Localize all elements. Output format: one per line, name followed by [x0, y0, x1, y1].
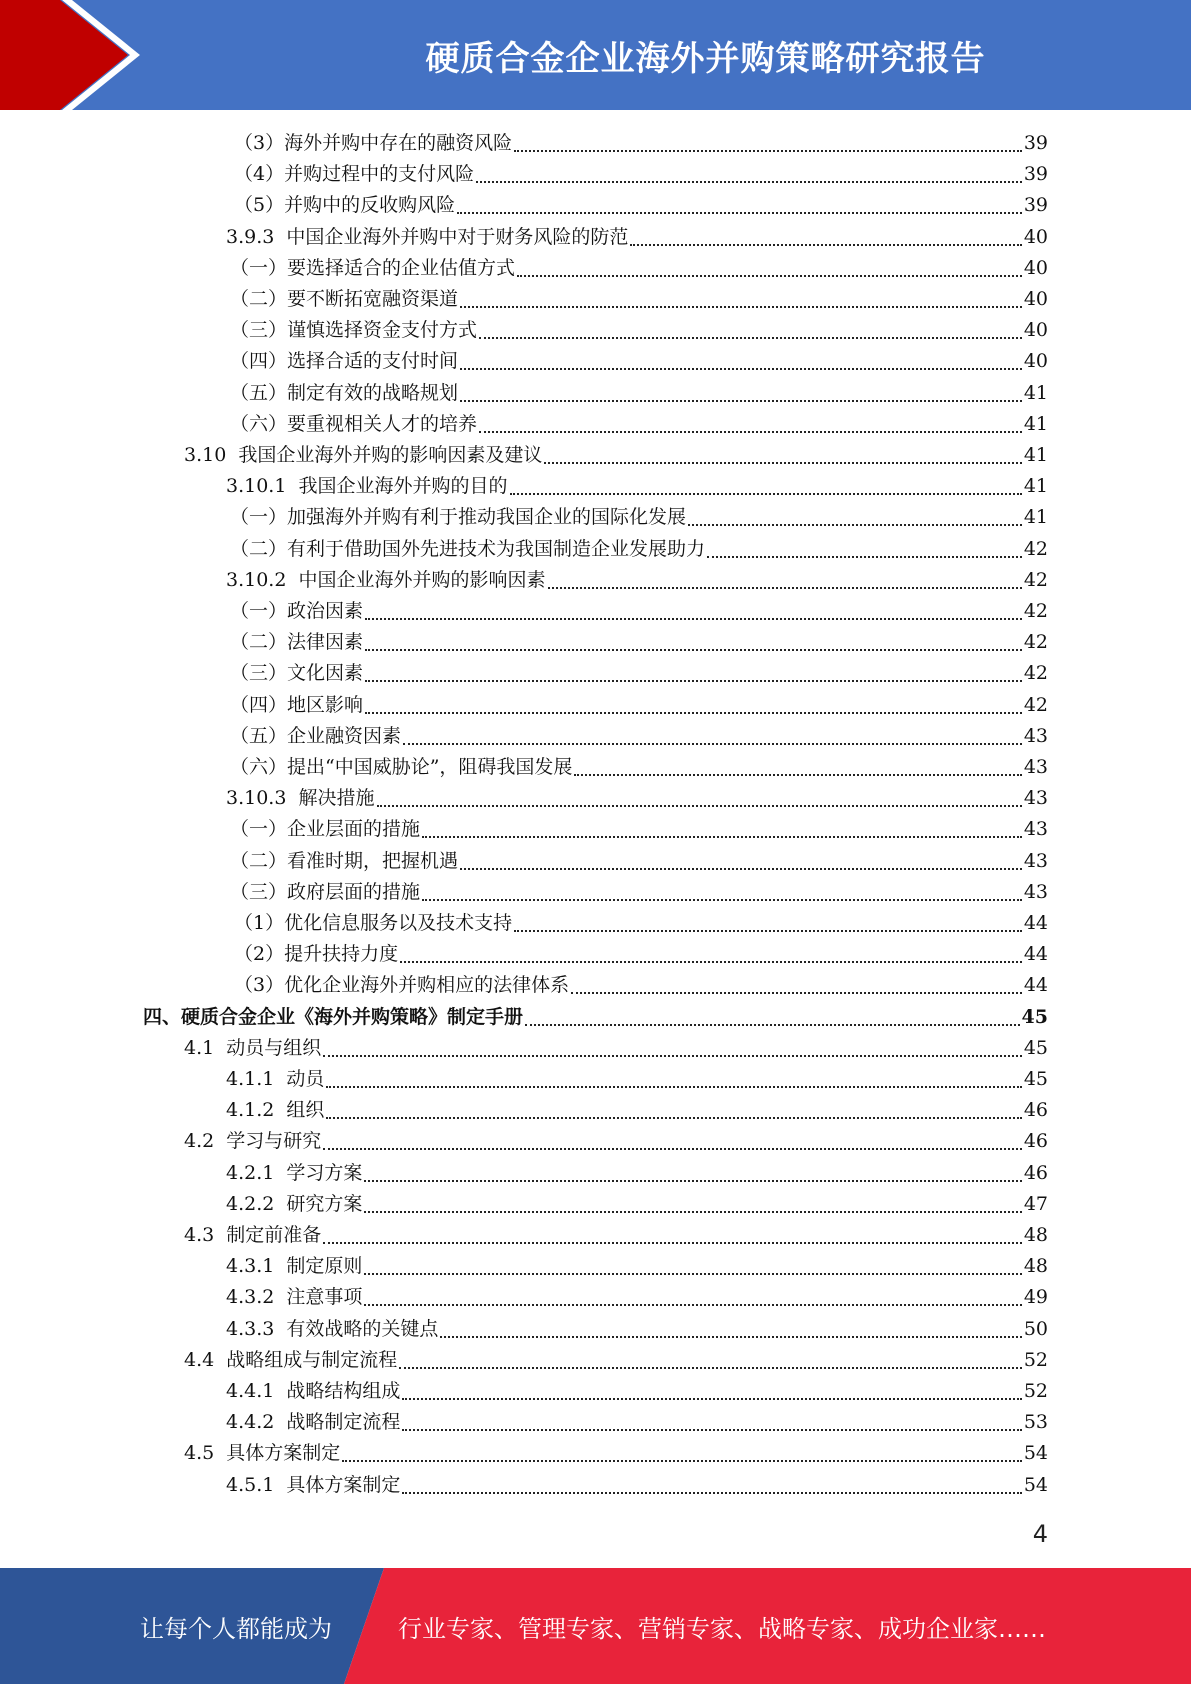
toc-entry[interactable]: [226, 1282, 1048, 1313]
toc-entry[interactable]: [234, 970, 1048, 1001]
toc-entry-page: 52: [1023, 1348, 1048, 1371]
toc-entry[interactable]: [226, 783, 1048, 814]
toc-entry[interactable]: [184, 1438, 1048, 1469]
toc-entry-page: 44: [1023, 912, 1048, 934]
toc-entry[interactable]: [230, 346, 1048, 377]
toc-entry-page: 45: [1023, 1036, 1048, 1059]
toc-entry-page: 43: [1023, 756, 1048, 778]
toc-entry-title: （二）要不断拓宽融资渠道: [230, 288, 459, 310]
toc-entry[interactable]: [230, 627, 1048, 658]
toc-entry[interactable]: [234, 190, 1048, 221]
toc-entry[interactable]: [234, 159, 1048, 190]
toc-entry-page: 43: [1023, 724, 1048, 747]
toc-entry-title: 4.4.1 战略结构组成: [226, 1380, 401, 1402]
toc-dot-leader: [364, 1272, 1021, 1275]
toc-dot-leader: [365, 648, 1022, 651]
toc-entry-title: （六）要重视相关人才的培养: [230, 412, 478, 435]
toc-entry[interactable]: [226, 1064, 1048, 1095]
toc-entry[interactable]: [226, 1470, 1048, 1501]
toc-entry[interactable]: [230, 658, 1048, 689]
toc-dot-leader: [364, 1210, 1021, 1213]
toc-entry-title: 4.2 学习与研究: [184, 1130, 322, 1153]
toc-entry-page: 40: [1023, 350, 1048, 373]
toc-entry-title: （二）看准时期，把握机遇: [230, 849, 459, 872]
toc-entry[interactable]: [230, 502, 1048, 533]
footer-banner: [0, 1568, 1191, 1684]
toc-dot-leader: [342, 1459, 1022, 1462]
toc-entry[interactable]: [226, 1376, 1048, 1407]
page-number: 4: [1032, 1520, 1048, 1548]
toc-entry[interactable]: [226, 222, 1048, 253]
toc-entry-title: （2）提升扶持力度: [234, 943, 399, 966]
toc-dot-leader: [571, 991, 1022, 994]
toc-dot-leader: [517, 274, 1022, 277]
toc-dot-leader: [479, 336, 1022, 339]
toc-entry[interactable]: [230, 752, 1048, 783]
header-arrow-decoration: [0, 0, 160, 110]
toc-entry-page: 50: [1023, 1317, 1048, 1340]
toc-dot-leader: [365, 711, 1022, 714]
toc-entry[interactable]: [230, 846, 1048, 877]
toc-entry-title: （4）并购过程中的支付风险: [234, 163, 475, 186]
toc-entry[interactable]: [230, 534, 1048, 565]
toc-entry-title: （六）提出“中国威胁论”，阻碍我国发展: [230, 756, 573, 778]
toc-entry[interactable]: [230, 690, 1048, 721]
header-banner: [0, 0, 1191, 110]
toc-entry-page: 45: [1021, 1005, 1048, 1028]
toc-dot-leader: [514, 149, 1022, 152]
toc-entry-page: 40: [1023, 256, 1048, 279]
toc-entry-title: （五）制定有效的战略规划: [230, 381, 459, 404]
toc-entry[interactable]: [230, 315, 1048, 346]
toc-entry[interactable]: [234, 908, 1048, 939]
toc-dot-leader: [544, 461, 1021, 464]
toc-dot-leader: [377, 804, 1022, 807]
toc-entry-title: 4.1.2 组织: [226, 1099, 325, 1122]
toc-entry[interactable]: [226, 1407, 1048, 1438]
toc-entry[interactable]: [230, 284, 1048, 315]
toc-entry[interactable]: [226, 1189, 1048, 1220]
toc-dot-leader: [323, 1147, 1022, 1150]
toc-entry-page: 41: [1023, 506, 1048, 529]
toc-entry[interactable]: [184, 1033, 1048, 1064]
toc-entry-title: 3.10 我国企业海外并购的影响因素及建议: [184, 444, 543, 466]
toc-entry-title: 4.3.2 注意事项: [226, 1286, 363, 1309]
toc-dot-leader: [326, 1116, 1021, 1119]
toc-dot-leader: [364, 1179, 1021, 1182]
toc-entry[interactable]: [226, 1251, 1048, 1282]
toc-entry-page: 54: [1023, 1473, 1048, 1496]
toc-entry[interactable]: [230, 409, 1048, 440]
toc-entry[interactable]: [230, 378, 1048, 409]
toc-dot-leader: [422, 835, 1022, 838]
toc-entry-page: 41: [1023, 412, 1048, 435]
toc-entry-title: （三）政府层面的措施: [230, 880, 421, 903]
toc-dot-leader: [365, 679, 1022, 682]
toc-entry[interactable]: [143, 1002, 1048, 1033]
document-title: 硬质合金企业海外并购策略研究报告: [425, 38, 986, 79]
toc-entry-title: （一）企业层面的措施: [230, 818, 421, 841]
toc-dot-leader: [460, 399, 1022, 402]
toc-entry-title: 4.3 制定前准备: [184, 1224, 322, 1246]
toc-entry[interactable]: [184, 1220, 1048, 1251]
toc-entry[interactable]: [226, 1158, 1048, 1189]
toc-entry-title: 4.4 战略组成与制定流程: [184, 1348, 398, 1371]
toc-entry[interactable]: [226, 1095, 1048, 1126]
toc-entry[interactable]: [226, 1314, 1048, 1345]
toc-entry-page: 41: [1023, 381, 1048, 404]
toc-dot-leader: [402, 1428, 1021, 1431]
toc-entry[interactable]: [226, 471, 1048, 502]
toc-dot-leader: [574, 773, 1021, 776]
toc-entry[interactable]: [184, 1345, 1048, 1376]
toc-dot-leader: [476, 180, 1022, 183]
toc-entry-title: （四）地区影响: [230, 693, 364, 716]
toc-entry-page: 46: [1023, 1099, 1048, 1122]
toc-entry-page: 44: [1023, 974, 1048, 997]
toc-dot-leader: [323, 1054, 1022, 1057]
toc-entry-title: 四、硬质合金企业《海外并购策略》制定手册: [143, 1005, 524, 1028]
toc-entry-title: 3.10.3 解决措施: [226, 787, 375, 810]
toc-entry-page: 41: [1023, 475, 1048, 498]
toc-entry[interactable]: [234, 939, 1048, 970]
toc-entry-title: （五）企业融资因素: [230, 724, 402, 747]
toc-entry[interactable]: [230, 814, 1048, 845]
toc-entry-title: 3.10.1 我国企业海外并购的目的: [226, 475, 508, 498]
toc-entry-page: 44: [1023, 943, 1048, 966]
toc-entry-page: 53: [1023, 1411, 1048, 1434]
toc-dot-leader: [364, 1303, 1021, 1306]
toc-entry-title: （5）并购中的反收购风险: [234, 194, 456, 217]
toc-entry[interactable]: [230, 721, 1048, 752]
toc-dot-leader: [630, 243, 1021, 246]
toc-entry-page: 40: [1023, 225, 1048, 248]
toc-entry-title: 4.5.1 具体方案制定: [226, 1473, 401, 1496]
toc-entry[interactable]: [234, 128, 1048, 159]
toc-dot-leader: [457, 211, 1022, 214]
toc-entry-title: 4.2.1 学习方案: [226, 1161, 363, 1184]
toc-dot-leader: [440, 1335, 1021, 1338]
toc-dot-leader: [422, 898, 1022, 901]
toc-entry-title: （二）有利于借助国外先进技术为我国制造企业发展助力: [230, 537, 706, 560]
toc-entry-title: （二）法律因素: [230, 631, 364, 654]
toc-entry-title: （3）优化企业海外并购相应的法律体系: [234, 974, 570, 997]
toc-entry-page: 40: [1023, 319, 1048, 342]
toc-entry-page: 39: [1023, 194, 1048, 217]
toc-entry-page: 54: [1023, 1442, 1048, 1465]
toc-entry-title: 4.5 具体方案制定: [184, 1442, 341, 1465]
toc-dot-leader: [399, 1366, 1022, 1369]
toc-entry-page: 43: [1023, 880, 1048, 903]
toc-entry-page: 43: [1023, 818, 1048, 841]
footer-slogan-right: 行业专家、管理专家、营销专家、战略专家、成功企业家……: [398, 1614, 1046, 1643]
toc-entry[interactable]: [184, 440, 1048, 471]
toc-entry-page: 45: [1023, 1068, 1048, 1090]
toc-entry-page: 39: [1023, 163, 1048, 186]
toc-dot-leader: [323, 1241, 1022, 1244]
toc-entry-title: 3.10.2 中国企业海外并购的影响因素: [226, 568, 546, 591]
toc-entry-title: 3.9.3 中国企业海外并购中对于财务风险的防范: [226, 225, 629, 248]
toc-dot-leader: [403, 742, 1022, 745]
toc-dot-leader: [707, 555, 1022, 558]
toc-dot-leader: [460, 867, 1022, 870]
toc-entry-title: 4.1.1 动员: [226, 1068, 325, 1090]
toc-dot-leader: [402, 1397, 1021, 1400]
toc-entry-title: 4.3.3 有效战略的关键点: [226, 1317, 439, 1340]
toc-entry-title: （三）文化因素: [230, 662, 364, 685]
toc-entry-page: 48: [1023, 1224, 1048, 1246]
toc-entry-title: （一）要选择适合的企业估值方式: [230, 256, 516, 279]
toc-entry[interactable]: [230, 253, 1048, 284]
toc-entry-page: 46: [1023, 1130, 1048, 1153]
toc-entry-page: 42: [1023, 662, 1048, 685]
toc-dot-leader: [365, 617, 1022, 620]
footer-slogan-left: 让每个人都能成为: [140, 1614, 332, 1643]
toc-entry[interactable]: [230, 877, 1048, 908]
toc-entry-title: （三）谨慎选择资金支付方式: [230, 319, 478, 342]
toc-entry-title: （一）加强海外并购有利于推动我国企业的国际化发展: [230, 506, 687, 529]
toc-entry[interactable]: [226, 565, 1048, 596]
toc-entry-page: 43: [1023, 849, 1048, 872]
toc-dot-leader: [460, 305, 1022, 308]
toc-entry-page: 49: [1023, 1286, 1048, 1309]
toc-dot-leader: [479, 430, 1022, 433]
toc-entry[interactable]: [230, 596, 1048, 627]
toc-entry-page: 42: [1023, 600, 1048, 622]
toc-dot-leader: [548, 586, 1022, 589]
toc-entry-page: 42: [1023, 537, 1048, 560]
toc-entry-title: 4.2.2 研究方案: [226, 1192, 363, 1215]
toc-entry-title: （一）政治因素: [230, 600, 364, 622]
toc-entry-page: 42: [1023, 693, 1048, 716]
toc-entry-title: 4.4.2 战略制定流程: [226, 1411, 401, 1434]
toc-dot-leader: [688, 523, 1022, 526]
toc-dot-leader: [460, 367, 1022, 370]
toc-entry[interactable]: [184, 1126, 1048, 1157]
toc-entry-title: 4.3.1 制定原则: [226, 1255, 363, 1278]
toc-entry-page: 42: [1023, 631, 1048, 654]
toc-dot-leader: [326, 1085, 1021, 1088]
toc-entry-page: 47: [1023, 1192, 1048, 1215]
toc-entry-page: 42: [1023, 568, 1048, 591]
toc-dot-leader: [514, 929, 1022, 932]
toc-entry-title: （四）选择合适的支付时间: [230, 350, 459, 373]
toc-entry-page: 52: [1023, 1380, 1048, 1402]
toc-entry-page: 43: [1023, 787, 1048, 810]
toc-entry-page: 48: [1023, 1255, 1048, 1278]
toc-dot-leader: [400, 960, 1022, 963]
toc-entry-title: （1）优化信息服务以及技术支持: [234, 912, 513, 934]
toc-entry-title: 4.1 动员与组织: [184, 1036, 322, 1059]
toc-dot-leader: [510, 492, 1022, 495]
toc-dot-leader: [525, 1023, 1020, 1026]
toc-entry-page: 46: [1023, 1161, 1048, 1184]
toc-entry-page: 39: [1023, 132, 1048, 154]
toc-entry-page: 41: [1023, 444, 1048, 466]
toc-entry-title: （3）海外并购中存在的融资风险: [234, 132, 513, 154]
toc-entry-page: 40: [1023, 288, 1048, 310]
toc-dot-leader: [402, 1491, 1021, 1494]
